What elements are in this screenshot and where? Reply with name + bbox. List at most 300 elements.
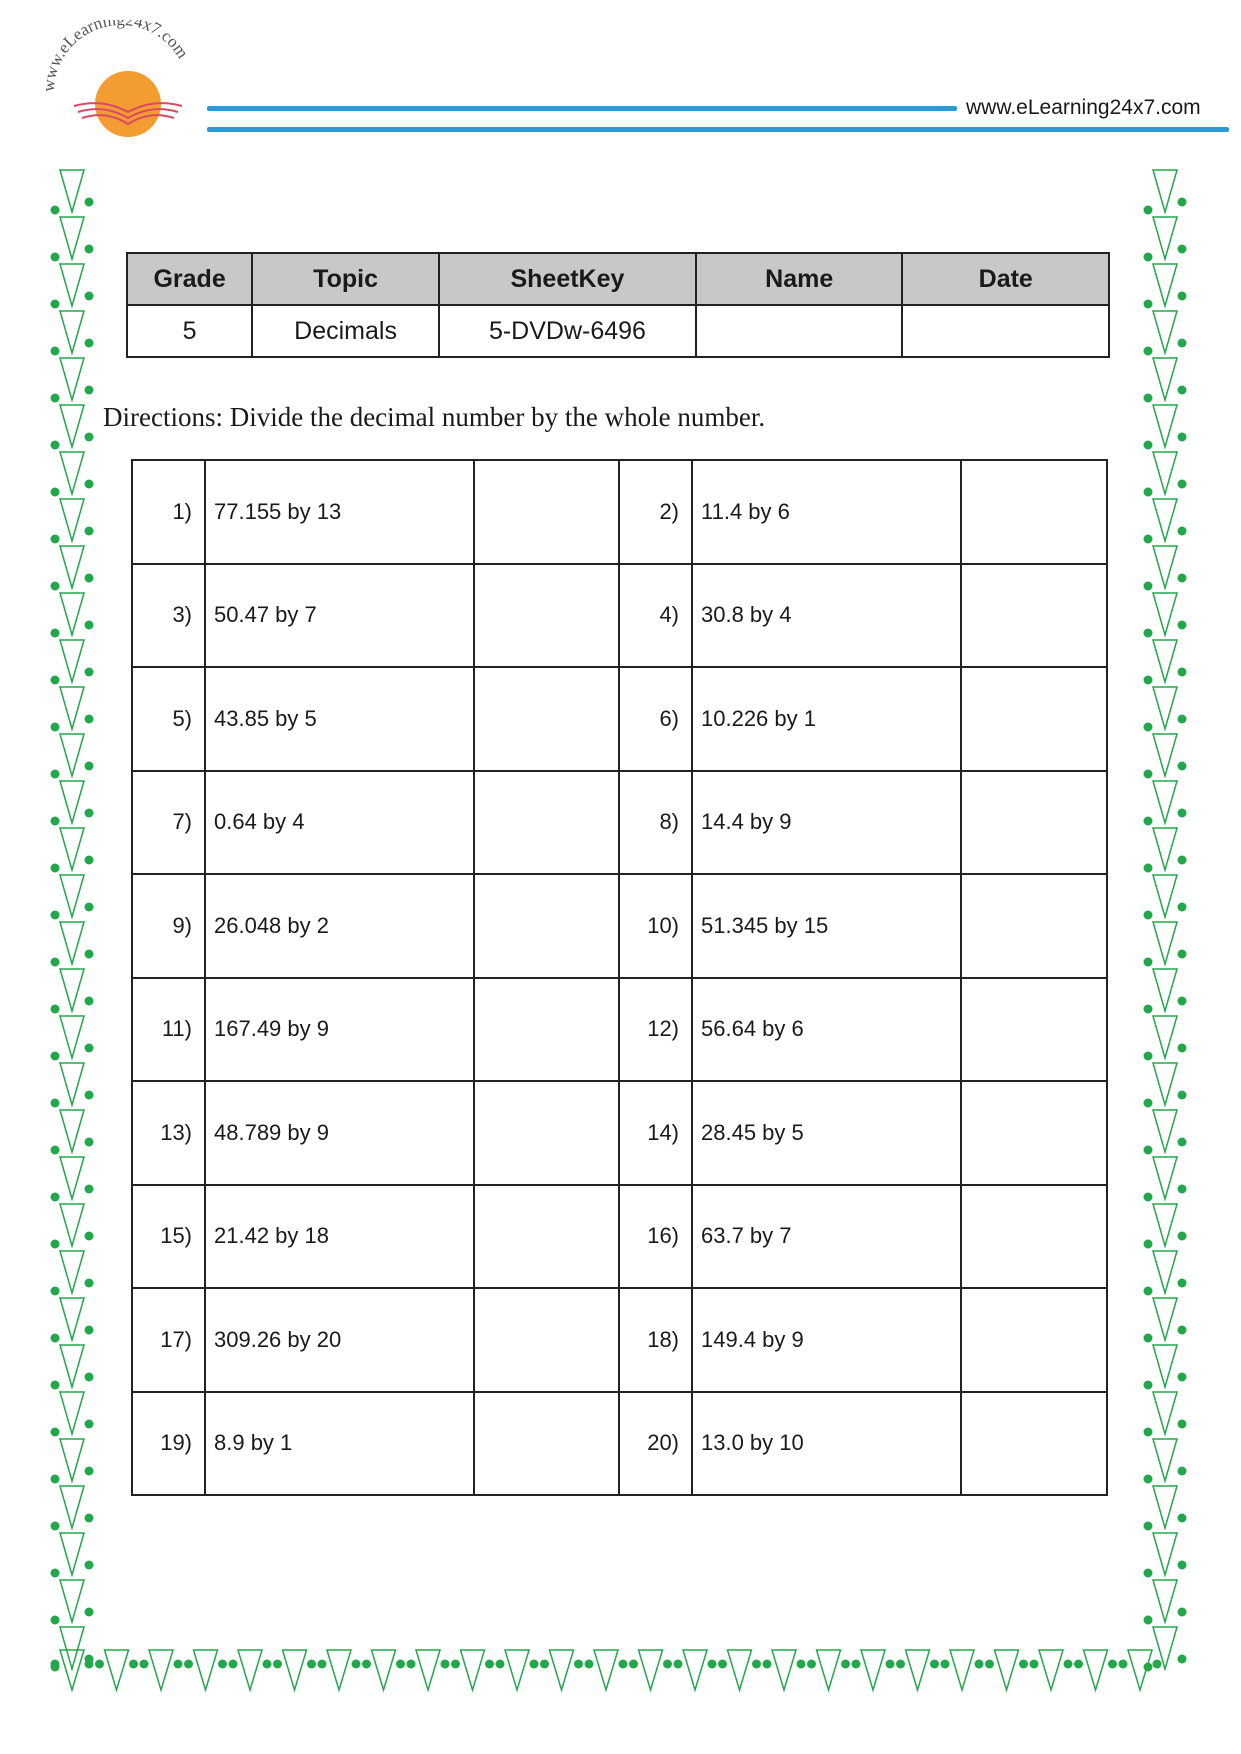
border-dot [1178, 1373, 1187, 1382]
border-dot [85, 1044, 94, 1053]
answer-cell[interactable] [474, 460, 619, 564]
problem-row [132, 1185, 1107, 1289]
border-dot [51, 1475, 60, 1484]
border-dot [585, 1660, 594, 1669]
border-triangle [1153, 217, 1177, 259]
border-dot [51, 1052, 60, 1061]
border-triangle [60, 170, 84, 212]
answer-cell[interactable] [474, 771, 619, 875]
border-triangle [1153, 311, 1177, 353]
border-dot [307, 1660, 316, 1669]
border-dot [1108, 1660, 1117, 1669]
border-triangle [772, 1650, 796, 1690]
border-dot [51, 253, 60, 262]
border-dot [1144, 770, 1153, 779]
border-dot [85, 1279, 94, 1288]
border-dot [1144, 347, 1153, 356]
border-dot [1178, 997, 1187, 1006]
answer-cell[interactable] [961, 667, 1107, 771]
answer-cell[interactable] [961, 1392, 1107, 1496]
border-dot [1144, 864, 1153, 873]
answer-cell[interactable] [474, 1288, 619, 1392]
problem-question: 10.226 by 1 [692, 667, 961, 771]
border-triangle [60, 358, 84, 400]
border-dot [85, 809, 94, 818]
border-dot [85, 950, 94, 959]
problem-question: 63.7 by 7 [692, 1185, 961, 1289]
border-dot [985, 1660, 994, 1669]
header-rule-top [207, 106, 957, 111]
border-dot [451, 1660, 460, 1669]
answer-cell[interactable] [474, 1392, 619, 1496]
problem-row [132, 1392, 1107, 1496]
problem-row [132, 460, 1107, 564]
border-dot [1144, 1287, 1153, 1296]
border-dot [51, 394, 60, 403]
problem-question: 77.155 by 13 [205, 460, 474, 564]
border-triangle [60, 1110, 84, 1152]
border-dot [841, 1660, 850, 1669]
border-dot [807, 1660, 816, 1669]
border-dot [1144, 1052, 1153, 1061]
border-dot [85, 339, 94, 348]
border-dot [1144, 535, 1153, 544]
border-triangle [60, 687, 84, 729]
border-triangle [728, 1650, 752, 1690]
border-dot [1178, 1561, 1187, 1570]
border-dot [85, 480, 94, 489]
border-dot [1119, 1660, 1128, 1669]
border-triangle [1153, 1580, 1177, 1622]
border-triangle [60, 217, 84, 259]
border-triangle [60, 1016, 84, 1058]
border-triangle [1153, 1204, 1177, 1246]
border-dot [85, 997, 94, 1006]
border-triangle [550, 1650, 574, 1690]
border-dot [1178, 1514, 1187, 1523]
answer-cell[interactable] [474, 874, 619, 978]
border-dot [1178, 715, 1187, 724]
border-triangle [283, 1650, 307, 1690]
border-dot [1144, 1334, 1153, 1343]
problem-number: 9) [132, 874, 205, 978]
border-dot [763, 1660, 772, 1669]
border-dot [896, 1660, 905, 1669]
border-dot [1178, 950, 1187, 959]
border-dot [1144, 582, 1153, 591]
problem-number: 2) [619, 460, 692, 564]
border-dot [51, 817, 60, 826]
border-triangle [416, 1650, 440, 1690]
worksheet-info-table [126, 252, 1110, 358]
border-dot [218, 1660, 227, 1669]
border-triangle [995, 1650, 1019, 1690]
border-triangle [1153, 734, 1177, 776]
border-triangle [60, 1298, 84, 1340]
answer-cell[interactable] [961, 874, 1107, 978]
answer-cell[interactable] [961, 1185, 1107, 1289]
border-dot [1178, 668, 1187, 677]
border-triangle [1153, 1392, 1177, 1434]
border-dot [1178, 292, 1187, 301]
border-triangle [60, 452, 84, 494]
border-dot [941, 1660, 950, 1669]
border-dot [1144, 206, 1153, 215]
problem-number: 5) [132, 667, 205, 771]
border-dot [85, 1138, 94, 1147]
problem-question: 30.8 by 4 [692, 564, 961, 668]
border-triangle [105, 1650, 129, 1690]
border-dot [797, 1660, 806, 1669]
border-dot [51, 629, 60, 638]
problem-number: 17) [132, 1288, 205, 1392]
border-triangle [60, 734, 84, 776]
problem-row [132, 564, 1107, 668]
border-dot [85, 856, 94, 865]
border-dot [1178, 856, 1187, 865]
border-dot [85, 1561, 94, 1570]
answer-cell[interactable] [474, 564, 619, 668]
border-dot [407, 1660, 416, 1669]
border-dot [1144, 817, 1153, 826]
border-triangle [60, 264, 84, 306]
border-triangle [1153, 452, 1177, 494]
border-triangle [60, 1486, 84, 1528]
border-dot [263, 1660, 272, 1669]
problem-row [132, 667, 1107, 771]
border-triangle [60, 640, 84, 682]
border-dot [540, 1660, 549, 1669]
border-dot [1178, 1608, 1187, 1617]
border-triangle [60, 1157, 84, 1199]
problem-question: 43.85 by 5 [205, 667, 474, 771]
border-dot [85, 1232, 94, 1241]
border-dot [1178, 480, 1187, 489]
border-dot [95, 1660, 104, 1669]
border-triangle [372, 1650, 396, 1690]
border-dot [1144, 1005, 1153, 1014]
problem-row [132, 1081, 1107, 1185]
border-dot [1144, 394, 1153, 403]
problem-question: 11.4 by 6 [692, 460, 961, 564]
decorative-border-right [1143, 166, 1189, 1686]
border-dot [629, 1660, 638, 1669]
decorative-border-left [50, 166, 96, 1686]
border-dot [1178, 433, 1187, 442]
sheetkey-header: SheetKey [439, 253, 696, 305]
border-dot [1153, 1660, 1162, 1669]
border-dot [1178, 1091, 1187, 1100]
problem-question: 21.42 by 18 [205, 1185, 474, 1289]
border-dot [184, 1660, 193, 1669]
border-dot [85, 1091, 94, 1100]
border-dot [1178, 1420, 1187, 1429]
border-triangle [60, 828, 84, 870]
problem-question: 28.45 by 5 [692, 1081, 961, 1185]
border-dot [51, 770, 60, 779]
border-dot [51, 1522, 60, 1531]
border-triangle [906, 1650, 930, 1690]
border-dot [852, 1660, 861, 1669]
problem-question: 56.64 by 6 [692, 978, 961, 1082]
border-triangle [1153, 499, 1177, 541]
border-triangle [238, 1650, 262, 1690]
border-dot [708, 1660, 717, 1669]
border-dot [1144, 1522, 1153, 1531]
border-dot [51, 1005, 60, 1014]
border-triangle [1128, 1650, 1152, 1690]
border-dot [51, 864, 60, 873]
border-dot [51, 441, 60, 450]
border-dot [1178, 1326, 1187, 1335]
border-triangle [60, 1439, 84, 1481]
border-dot [1178, 1185, 1187, 1194]
problem-question: 167.49 by 9 [205, 978, 474, 1082]
border-triangle [1153, 546, 1177, 588]
border-dot [574, 1660, 583, 1669]
border-dot [1178, 245, 1187, 254]
border-triangle [60, 546, 84, 588]
border-dot [85, 386, 94, 395]
border-dot [85, 1514, 94, 1523]
problem-number: 10) [619, 874, 692, 978]
border-dot [1178, 527, 1187, 536]
border-dot [51, 347, 60, 356]
border-triangle [639, 1650, 663, 1690]
border-triangle [194, 1650, 218, 1690]
border-dot [530, 1660, 539, 1669]
border-triangle [1153, 405, 1177, 447]
problem-number: 3) [132, 564, 205, 668]
problem-number: 14) [619, 1081, 692, 1185]
border-triangle [60, 593, 84, 635]
border-dot [1144, 1099, 1153, 1108]
answer-cell[interactable] [474, 1185, 619, 1289]
border-triangle [1153, 1016, 1177, 1058]
border-dot [51, 1428, 60, 1437]
border-dot [1019, 1660, 1028, 1669]
border-dot [674, 1660, 683, 1669]
border-dot [51, 535, 60, 544]
border-dot [51, 723, 60, 732]
name-field[interactable] [696, 305, 903, 357]
border-dot [85, 527, 94, 536]
problems-table [131, 459, 1108, 1496]
answer-cell[interactable] [961, 1288, 1107, 1392]
border-dot [85, 1185, 94, 1194]
border-dot [975, 1660, 984, 1669]
problem-number: 8) [619, 771, 692, 875]
border-triangle [1153, 1533, 1177, 1575]
border-triangle [60, 1345, 84, 1387]
date-field[interactable] [902, 305, 1109, 357]
border-triangle [1153, 593, 1177, 635]
problem-row [132, 771, 1107, 875]
border-dot [1144, 1146, 1153, 1155]
sheetkey-value: 5-DVDw-6496 [439, 305, 696, 357]
border-dot [1144, 300, 1153, 309]
border-dot [1144, 911, 1153, 920]
problem-number: 11) [132, 978, 205, 1082]
border-triangle [60, 1580, 84, 1622]
border-triangle [1153, 687, 1177, 729]
border-dot [1144, 629, 1153, 638]
problem-row [132, 1288, 1107, 1392]
problem-question: 0.64 by 4 [205, 771, 474, 875]
answer-cell[interactable] [961, 978, 1107, 1082]
border-dot [85, 574, 94, 583]
border-triangle [1153, 1345, 1177, 1387]
border-dot [352, 1660, 361, 1669]
border-dot [396, 1660, 405, 1669]
border-triangle [60, 1251, 84, 1293]
border-dot [441, 1660, 450, 1669]
border-dot [1064, 1660, 1073, 1669]
border-dot [51, 1660, 60, 1669]
topic-header: Topic [252, 253, 439, 305]
border-triangle [594, 1650, 618, 1690]
grade-header: Grade [127, 253, 252, 305]
answer-cell[interactable] [961, 771, 1107, 875]
topic-value: Decimals [252, 305, 439, 357]
logo-graphic [40, 20, 210, 150]
border-triangle [327, 1650, 351, 1690]
problem-number: 7) [132, 771, 205, 875]
border-dot [1178, 198, 1187, 207]
border-dot [85, 245, 94, 254]
border-triangle [60, 1392, 84, 1434]
border-dot [930, 1660, 939, 1669]
problem-row [132, 874, 1107, 978]
border-triangle [817, 1650, 841, 1690]
border-dot [51, 1334, 60, 1343]
border-triangle [1153, 1251, 1177, 1293]
border-dot [1178, 1232, 1187, 1241]
date-header: Date [902, 253, 1109, 305]
border-dot [1178, 1279, 1187, 1288]
border-dot [496, 1660, 505, 1669]
border-dot [1030, 1660, 1039, 1669]
border-dot [1178, 1138, 1187, 1147]
border-dot [85, 1420, 94, 1429]
border-triangle [60, 1533, 84, 1575]
problem-question: 14.4 by 9 [692, 771, 961, 875]
border-dot [51, 1193, 60, 1202]
border-dot [85, 1373, 94, 1382]
border-dot [85, 1467, 94, 1476]
answer-cell[interactable] [474, 667, 619, 771]
border-dot [1178, 339, 1187, 348]
problem-question: 8.9 by 1 [205, 1392, 474, 1496]
border-triangle [1153, 781, 1177, 823]
border-triangle [861, 1650, 885, 1690]
border-dot [1178, 809, 1187, 818]
border-dot [485, 1660, 494, 1669]
problem-question: 149.4 by 9 [692, 1288, 961, 1392]
border-triangle [60, 405, 84, 447]
border-triangle [683, 1650, 707, 1690]
answer-cell[interactable] [474, 1081, 619, 1185]
border-dot [140, 1660, 149, 1669]
border-triangle [149, 1650, 173, 1690]
problem-question: 50.47 by 7 [205, 564, 474, 668]
problem-number: 18) [619, 1288, 692, 1392]
border-dot [85, 198, 94, 207]
border-dot [229, 1660, 238, 1669]
border-triangle [60, 1650, 84, 1690]
border-dot [886, 1660, 895, 1669]
border-dot [1178, 903, 1187, 912]
border-triangle [1084, 1650, 1108, 1690]
border-triangle [1153, 1157, 1177, 1199]
answer-cell[interactable] [961, 1081, 1107, 1185]
border-triangle [60, 969, 84, 1011]
border-dot [51, 488, 60, 497]
border-dot [1144, 1240, 1153, 1249]
name-header: Name [696, 253, 903, 305]
border-dot [51, 206, 60, 215]
border-dot [1144, 441, 1153, 450]
border-dot [85, 762, 94, 771]
problem-number: 19) [132, 1392, 205, 1496]
border-dot [752, 1660, 761, 1669]
border-triangle [60, 499, 84, 541]
border-triangle [1153, 1439, 1177, 1481]
border-triangle [505, 1650, 529, 1690]
border-dot [1144, 1381, 1153, 1390]
border-dot [1144, 1569, 1153, 1578]
border-dot [85, 1660, 94, 1669]
info-value-row [127, 305, 1109, 357]
problem-row [132, 978, 1107, 1082]
logo-arc-text: www.eLearnin 24x7.com [40, 20, 193, 93]
border-dot [1144, 488, 1153, 497]
border-triangle [461, 1650, 485, 1690]
border-dot [1178, 762, 1187, 771]
site-url[interactable]: www.eLearning24x7.com [966, 96, 1201, 119]
problem-number: 13) [132, 1081, 205, 1185]
border-dot [174, 1660, 183, 1669]
border-triangle [950, 1650, 974, 1690]
border-dot [718, 1660, 727, 1669]
grade-value: 5 [127, 305, 252, 357]
border-triangle [1039, 1650, 1063, 1690]
border-dot [1178, 1044, 1187, 1053]
border-dot [129, 1660, 138, 1669]
border-triangle [1153, 922, 1177, 964]
border-dot [1178, 386, 1187, 395]
border-dot [318, 1660, 327, 1669]
border-dot [1144, 958, 1153, 967]
problem-number: 16) [619, 1185, 692, 1289]
border-dot [85, 1326, 94, 1335]
border-triangle [1153, 1063, 1177, 1105]
border-dot [1144, 723, 1153, 732]
border-dot [1178, 1467, 1187, 1476]
border-dot [1144, 1428, 1153, 1437]
border-triangle [1153, 264, 1177, 306]
header-rule-bottom [207, 127, 1229, 132]
border-dot [619, 1660, 628, 1669]
answer-cell[interactable] [474, 978, 619, 1082]
border-dot [51, 1381, 60, 1390]
answer-cell[interactable] [961, 564, 1107, 668]
answer-cell[interactable] [961, 460, 1107, 564]
border-dot [85, 433, 94, 442]
border-dot [85, 903, 94, 912]
border-triangle [60, 875, 84, 917]
problem-question: 309.26 by 20 [205, 1288, 474, 1392]
